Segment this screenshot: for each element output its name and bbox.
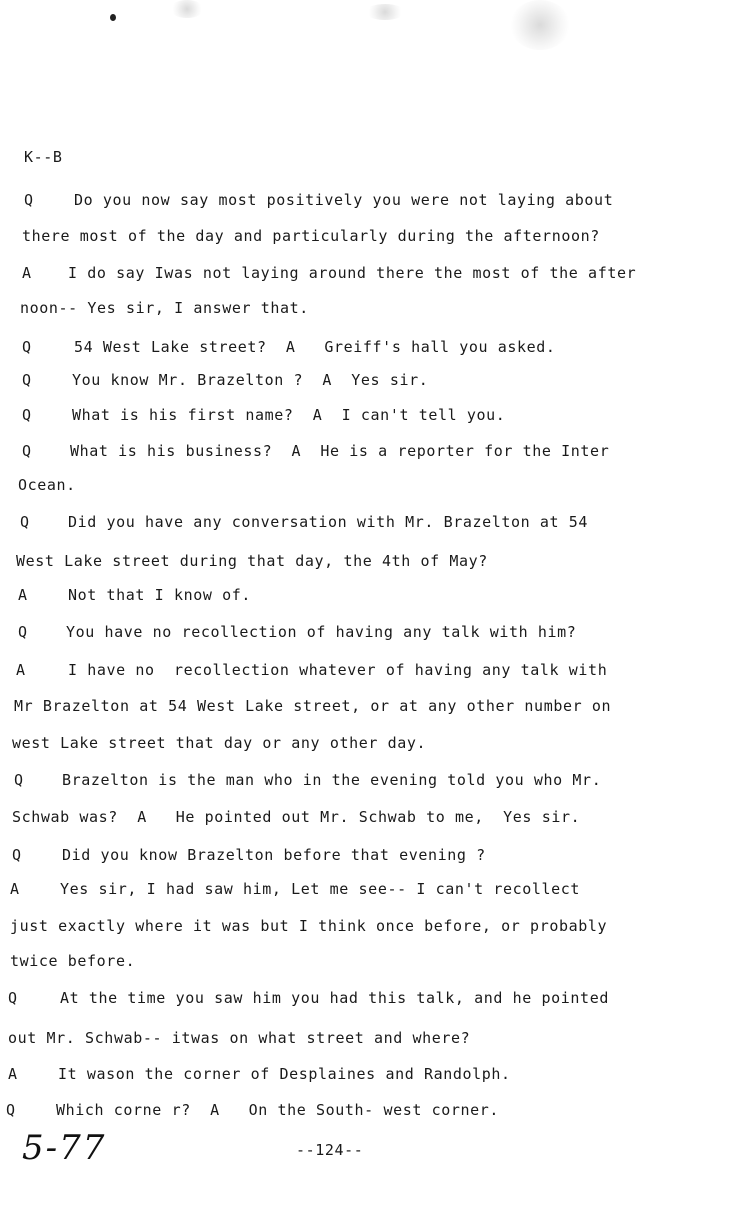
line-text: At the time you saw him you had this talk, and he pointed — [60, 989, 609, 1007]
line-text: You have no recollection of having any talk with him? — [66, 623, 577, 641]
line-text: twice before. — [10, 952, 136, 970]
transcript-line — [0, 947, 739, 975]
line-text: I do say Iwas not laying around there the most of the after — [68, 264, 637, 282]
transcript-line — [0, 1024, 739, 1052]
line-marker: Q — [22, 338, 32, 356]
scan-smudge — [510, 0, 570, 50]
line-text: It wason the corner of Desplaines and Randolph. — [58, 1065, 511, 1083]
transcript-line — [0, 692, 739, 720]
line-text: What is his business? A He is a reporter for the Inter — [70, 442, 610, 460]
line-marker: Q — [18, 623, 28, 641]
line-text: West Lake street during that day, the 4th of May? — [16, 552, 488, 570]
transcript-line — [0, 333, 739, 361]
transcript-line — [0, 984, 739, 1012]
line-text: Yes sir, I had saw him, Let me see-- I can't recollect — [60, 880, 581, 898]
section-mark — [0, 143, 739, 171]
line-marker: A — [18, 586, 28, 604]
line-text: Schwab was? A He pointed out Mr. Schwab to me, Yes sir. — [12, 808, 581, 826]
page-number: --124-- — [296, 1141, 364, 1159]
transcript-line — [0, 729, 739, 757]
handwritten-folio-number: 5-77 — [22, 1128, 107, 1168]
transcript-line — [0, 186, 739, 214]
line-marker: Q — [22, 406, 32, 424]
line-marker: Q — [22, 371, 32, 389]
transcript-line — [0, 222, 739, 250]
transcript-line — [0, 912, 739, 940]
transcript-line — [0, 259, 739, 287]
line-text: Do you now say most positively you were not laying about — [74, 191, 614, 209]
line-text: Not that I know of. — [68, 586, 251, 604]
line-marker: Q — [20, 513, 30, 531]
line-text: noon-- Yes sir, I answer that. — [20, 299, 309, 317]
transcript-line — [0, 803, 739, 831]
section-mark-text: K--B — [24, 148, 63, 166]
transcript-line — [0, 875, 739, 903]
transcript-line — [0, 471, 739, 499]
line-text: 54 West Lake street? A Greiff's hall you asked. — [74, 338, 556, 356]
line-marker: Q — [12, 846, 22, 864]
scan-smudge — [170, 0, 204, 18]
line-text: west Lake street that day or any other day. — [12, 734, 427, 752]
line-text: Did you have any conversation with Mr. Brazelton at 54 — [68, 513, 589, 531]
line-marker: Q — [14, 771, 24, 789]
line-marker: Q — [6, 1101, 16, 1119]
transcript-line — [0, 581, 739, 609]
transcript-line — [0, 766, 739, 794]
scan-smudge — [365, 4, 405, 20]
line-text: Which corne r? A On the South- west corner. — [56, 1101, 500, 1119]
transcript-line — [0, 618, 739, 646]
line-marker: Q — [24, 191, 34, 209]
transcript-line — [0, 437, 739, 465]
transcript-line — [0, 547, 739, 575]
line-text: there most of the day and particularly during the afternoon? — [22, 227, 600, 245]
line-text: What is his first name? A I can't tell you. — [72, 406, 506, 424]
line-marker: Q — [8, 989, 18, 1007]
line-marker: A — [22, 264, 32, 282]
transcript-line — [0, 366, 739, 394]
line-marker: A — [8, 1065, 18, 1083]
line-text: Did you know Brazelton before that evening ? — [62, 846, 486, 864]
line-marker: Q — [22, 442, 32, 460]
ink-speck — [110, 14, 116, 21]
transcript-line — [0, 1096, 739, 1124]
transcript-line — [0, 656, 739, 684]
line-marker: A — [10, 880, 20, 898]
line-text: just exactly where it was but I think once before, or probably — [10, 917, 608, 935]
line-text: I have no recollection whatever of having any talk with — [68, 661, 608, 679]
transcript-line — [0, 1060, 739, 1088]
transcript-line — [0, 508, 739, 536]
line-text: You know Mr. Brazelton ? A Yes sir. — [72, 371, 429, 389]
line-text: Brazelton is the man who in the evening told you who Mr. — [62, 771, 602, 789]
transcript-line — [0, 294, 739, 322]
line-text: out Mr. Schwab-- itwas on what street and where? — [8, 1029, 471, 1047]
transcript-line — [0, 841, 739, 869]
line-text: Mr Brazelton at 54 West Lake street, or at any other number on — [14, 697, 612, 715]
line-marker: A — [16, 661, 26, 679]
transcript-line — [0, 401, 739, 429]
line-text: Ocean. — [18, 476, 76, 494]
